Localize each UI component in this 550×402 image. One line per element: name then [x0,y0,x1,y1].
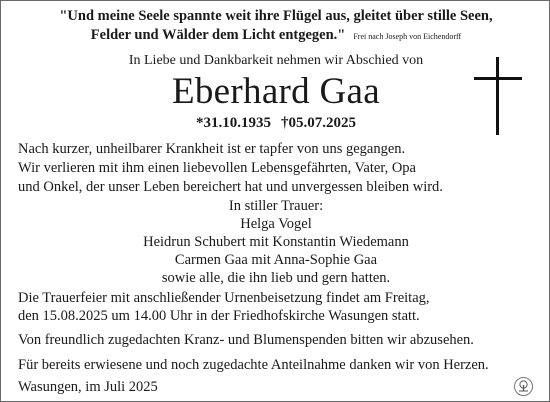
quote-line-1: "Und meine Seele spannte weit ihre Flügel aus, gleitet über stille Seen, [59,8,493,24]
mourners-heading: In stiller Trauer: [228,198,324,214]
mourner-4: sowie alle, die ihn lieb und gern hatten. [161,270,391,286]
birth-date: *31.10.1935 [196,115,271,131]
deceased-name: Eberhard Gaa [171,71,380,112]
intro-line: In Liebe und Dankbarkeit nehmen wir Abschied von [128,53,424,68]
message-line-3: und Onkel, der unser Leben bereichert hat und unvergessen bleiben wird. [18,179,443,195]
cross-icon [496,57,499,135]
flowers-note: Von freundlich zugedachten Kranz- und Blumenspenden bitten wir abzusehen. [18,332,474,348]
mourner-1: Helga Vogel [240,216,312,232]
quote-line-2 [1,26,550,46]
life-dates [1,115,550,132]
mourner-3: Carmen Gaa mit Anna-Sophie Gaa [174,252,378,268]
tree-emblem-icon [514,377,533,396]
mourner-2: Heidrun Schubert mit Konstantin Wiedemann [143,234,409,250]
funeral-line-1: Die Trauerfeier mit anschließender Urnenbeisetzung findet am Freitag, [18,290,430,306]
quote-source: Frei nach Joseph von Eichendorff [353,32,462,41]
quote-line-2-text: Felder und Wälder dem Licht entgegen." [90,27,346,43]
message-line-2: Wir verlieren mit ihm einen liebevollen Lebensgefährten, Vater, Opa [18,160,416,176]
funeral-line-2: den 15.08.2025 um 14.00 Uhr in der Friedhofskirche Wasungen statt. [18,308,420,324]
message-line-1: Nach kurzer, unheilbarer Krankheit ist er tapfer von uns gegangen. [18,141,406,157]
death-date: †05.07.2025 [281,115,356,131]
place-date: Wasungen, im Juli 2025 [18,379,158,395]
cross-bar [474,77,522,80]
thanks-note: Für bereits erwiesene und noch zugedachte Anteilnahme danken wir von Herzen. [18,357,489,373]
